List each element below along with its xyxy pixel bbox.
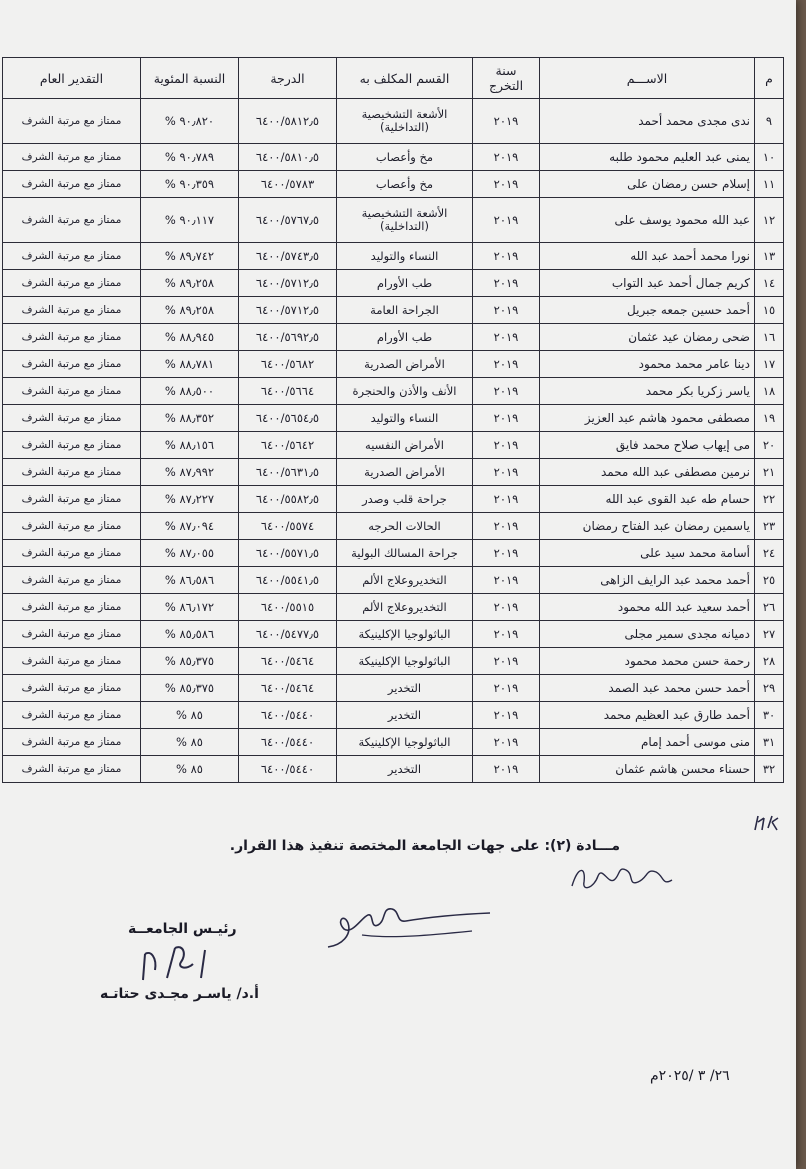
row-dept-line: التخديروعلاج الألم (362, 599, 447, 614)
row-dept-line: الأمراض الصدرية (364, 464, 445, 479)
row-dept-line: الباثولوجيا الإكلينيكة (358, 653, 451, 668)
row-percent: ٨٧٫٩٩٢ % (141, 459, 239, 486)
row-dept (337, 540, 473, 567)
row-score: ٦٤٠٠/٥٦٣١٫٥ (239, 459, 337, 486)
row-num: ١٢ (755, 198, 784, 243)
table-row (3, 432, 784, 459)
row-grade: ممتاز مع مرتبة الشرف (3, 144, 141, 171)
row-grad-year: ٢٠١٩ (473, 297, 540, 324)
table-row (3, 144, 784, 171)
row-percent: ٨٥٫٣٧٥ % (141, 675, 239, 702)
table-row (3, 378, 784, 405)
row-score: ٦٤٠٠/٥٦٨٢ (239, 351, 337, 378)
table-row (3, 756, 784, 783)
table-row (3, 324, 784, 351)
row-percent: ٨٥٫٣٧٥ % (141, 648, 239, 675)
row-percent: ٨٥ % (141, 702, 239, 729)
row-num: ٢٠ (755, 432, 784, 459)
row-name: حسناء محسن هاشم عثمان (540, 756, 755, 783)
row-num: ١٥ (755, 297, 784, 324)
row-grade: ممتاز مع مرتبة الشرف (3, 756, 141, 783)
row-dept-line: النساء والتوليد (370, 248, 439, 263)
row-score: ٦٤٠٠/٥٧٦٧٫٥ (239, 198, 337, 243)
row-dept (337, 99, 473, 144)
table-row (3, 99, 784, 144)
row-percent: ٩٠٫٨٢٠ % (141, 99, 239, 144)
row-score: ٦٤٠٠/٥٧٨٣ (239, 171, 337, 198)
table-row (3, 171, 784, 198)
row-score: ٦٤٠٠/٥٤٤٠ (239, 756, 337, 783)
row-dept-line: الحالات الحرجه (368, 518, 441, 533)
row-score: ٦٤٠٠/٥٦٩٢٫٥ (239, 324, 337, 351)
row-grad-year: ٢٠١٩ (473, 567, 540, 594)
row-score: ٦٤٠٠/٥٥١٥ (239, 594, 337, 621)
row-percent: ٨٧٫٠٩٤ % (141, 513, 239, 540)
row-num: ١٦ (755, 324, 784, 351)
header-grad-year-label: سنة التخرج (488, 63, 524, 93)
row-score: ٦٤٠٠/٥٦٤٢ (239, 432, 337, 459)
article-text: مـــادة (٢): على جهات الجامعة المختصة تنفيذ هذا القرار. (229, 838, 620, 854)
row-grade: ممتاز مع مرتبة الشرف (3, 675, 141, 702)
table-row (3, 405, 784, 432)
row-dept-line: الأشعة التشخيصية (361, 107, 448, 121)
row-name: ياسمين رمضان عبد الفتاح رمضان (540, 513, 755, 540)
row-dept-line: (التداخلية) (380, 219, 429, 233)
row-dept-line: الجراحة العامة (370, 302, 439, 317)
row-score: ٦٤٠٠/٥٥٧١٫٥ (239, 540, 337, 567)
row-dept (337, 729, 473, 756)
row-num: ١٤ (755, 270, 784, 297)
row-name: إسلام حسن رمضان على (540, 171, 755, 198)
row-percent: ٨٥ % (141, 729, 239, 756)
row-num: ١٠ (755, 144, 784, 171)
row-name: نورا محمد أحمد عبد الله (540, 243, 755, 270)
header-grad-year (473, 58, 540, 99)
header-percent: النسبة المئوية (141, 58, 239, 99)
graduates-table (2, 57, 784, 783)
row-percent: ٨٨٫٩٤٥ % (141, 324, 239, 351)
row-num: ١١ (755, 171, 784, 198)
handwritten-signature-2 (322, 895, 497, 955)
row-percent: ٩٠٫١١٧ % (141, 198, 239, 243)
row-score: ٦٤٠٠/٥٦٦٤ (239, 378, 337, 405)
row-name: ياسر زكريا بكر محمد (540, 378, 755, 405)
document-date: ٢٦/ ٣ /٢٠٢٥م (650, 1068, 730, 1084)
row-score: ٦٤٠٠/٥٧١٢٫٥ (239, 297, 337, 324)
table-row (3, 729, 784, 756)
row-grad-year: ٢٠١٩ (473, 513, 540, 540)
row-dept-line: طب الأورام (376, 275, 433, 290)
row-dept (337, 351, 473, 378)
row-grade: ممتاز مع مرتبة الشرف (3, 99, 141, 144)
row-grad-year: ٢٠١٩ (473, 675, 540, 702)
row-score: ٦٤٠٠/٥٥٤١٫٥ (239, 567, 337, 594)
row-dept (337, 648, 473, 675)
row-score: ٦٤٠٠/٥٨١٢٫٥ (239, 99, 337, 144)
table-row (3, 594, 784, 621)
row-grade: ممتاز مع مرتبة الشرف (3, 513, 141, 540)
row-dept-line: التخدير (387, 680, 422, 695)
row-grade: ممتاز مع مرتبة الشرف (3, 198, 141, 243)
row-percent: ٨٨٫٣٥٢ % (141, 405, 239, 432)
row-grad-year: ٢٠١٩ (473, 432, 540, 459)
table-row (3, 675, 784, 702)
row-grad-year: ٢٠١٩ (473, 351, 540, 378)
row-dept-line: الأشعة التشخيصية (361, 206, 448, 220)
row-name: دميانه مجدى سمير مجلى (540, 621, 755, 648)
row-name: أحمد طارق عبد العظيم محمد (540, 702, 755, 729)
row-dept-line: مخ وأعصاب (375, 149, 434, 164)
row-dept-line: التخدير (387, 761, 422, 776)
row-num: ١٧ (755, 351, 784, 378)
row-grad-year: ٢٠١٩ (473, 459, 540, 486)
row-dept-line: طب الأورام (376, 329, 433, 344)
row-dept (337, 567, 473, 594)
row-grad-year: ٢٠١٩ (473, 594, 540, 621)
row-percent: ٨٨٫٧٨١ % (141, 351, 239, 378)
table-row (3, 513, 784, 540)
row-dept (337, 297, 473, 324)
row-num: ٩ (755, 99, 784, 144)
row-grad-year: ٢٠١٩ (473, 99, 540, 144)
row-num: ٢٥ (755, 567, 784, 594)
row-dept-line: النساء والتوليد (370, 410, 439, 425)
table-row (3, 297, 784, 324)
president-title: رئيـس الجامعــة (128, 921, 237, 937)
table-row (3, 702, 784, 729)
row-grad-year: ٢٠١٩ (473, 729, 540, 756)
row-dept-line: الأمراض الصدرية (364, 356, 445, 371)
row-grad-year: ٢٠١٩ (473, 648, 540, 675)
row-dept-line: الباثولوجيا الإكلينيكة (358, 734, 451, 749)
row-name: أحمد حسن محمد عبد الصمد (540, 675, 755, 702)
row-percent: ٨٥٫٥٨٦ % (141, 621, 239, 648)
row-name: أحمد حسين جمعه جبريل (540, 297, 755, 324)
row-grad-year: ٢٠١٩ (473, 144, 540, 171)
table-row (3, 270, 784, 297)
row-num: ٣٢ (755, 756, 784, 783)
handwritten-initials (752, 812, 780, 834)
row-name: نرمين مصطفى عبد الله محمد (540, 459, 755, 486)
row-name: عبد الله محمود يوسف على (540, 198, 755, 243)
row-percent: ٩٠٫٧٨٩ % (141, 144, 239, 171)
row-grade: ممتاز مع مرتبة الشرف (3, 351, 141, 378)
row-percent: ٨٧٫٠٥٥ % (141, 540, 239, 567)
row-grade: ممتاز مع مرتبة الشرف (3, 594, 141, 621)
row-dept-line: جراحة المسالك البولية (351, 545, 458, 560)
table-body (3, 99, 784, 783)
header-grade: التقدير العام (3, 58, 141, 99)
row-percent: ٨٨٫٥٠٠ % (141, 378, 239, 405)
table-header-row (3, 58, 784, 99)
president-name: أ.د/ ياسـر مجـدى حتاتـه (100, 986, 259, 1002)
row-dept (337, 513, 473, 540)
row-num: ١٨ (755, 378, 784, 405)
row-grade: ممتاز مع مرتبة الشرف (3, 459, 141, 486)
row-percent: ٨٨٫١٥٦ % (141, 432, 239, 459)
row-grad-year: ٢٠١٩ (473, 702, 540, 729)
row-dept (337, 270, 473, 297)
row-grad-year: ٢٠١٩ (473, 405, 540, 432)
row-name: منى موسى أحمد إمام (540, 729, 755, 756)
row-num: ٢٨ (755, 648, 784, 675)
row-score: ٦٤٠٠/٥٤٦٤ (239, 648, 337, 675)
row-grade: ممتاز مع مرتبة الشرف (3, 405, 141, 432)
table-row (3, 459, 784, 486)
row-num: ٣٠ (755, 702, 784, 729)
row-dept (337, 144, 473, 171)
row-percent: ٨٩٫٢٥٨ % (141, 297, 239, 324)
row-dept-line: الأمراض النفسيه (365, 437, 444, 452)
row-score: ٦٤٠٠/٥٥٧٤ (239, 513, 337, 540)
row-score: ٦٤٠٠/٥٤٧٧٫٥ (239, 621, 337, 648)
row-percent: ٨٩٫٢٥٨ % (141, 270, 239, 297)
header-dept: القسم المكلف به (337, 58, 473, 99)
row-grade: ممتاز مع مرتبة الشرف (3, 648, 141, 675)
table-row (3, 486, 784, 513)
row-dept (337, 432, 473, 459)
row-num: ١٩ (755, 405, 784, 432)
row-dept (337, 594, 473, 621)
row-grad-year: ٢٠١٩ (473, 171, 540, 198)
row-name: دينا عامر محمد محمود (540, 351, 755, 378)
table-row (3, 540, 784, 567)
president-signature (135, 940, 230, 985)
row-name: ندى مجدى محمد أحمد (540, 99, 755, 144)
row-grad-year: ٢٠١٩ (473, 324, 540, 351)
row-num: ٢٧ (755, 621, 784, 648)
row-grad-year: ٢٠١٩ (473, 270, 540, 297)
row-dept-line: التخديروعلاج الألم (362, 572, 447, 587)
row-grade: ممتاز مع مرتبة الشرف (3, 621, 141, 648)
row-score: ٦٤٠٠/٥٤٤٠ (239, 702, 337, 729)
row-dept-line: الأنف والأذن والحنجرة (352, 383, 457, 398)
row-dept (337, 675, 473, 702)
row-grade: ممتاز مع مرتبة الشرف (3, 297, 141, 324)
row-name: مصطفى محمود هاشم عبد العزيز (540, 405, 755, 432)
row-grad-year: ٢٠١٩ (473, 756, 540, 783)
row-num: ٢٦ (755, 594, 784, 621)
row-score: ٦٤٠٠/٥٤٦٤ (239, 675, 337, 702)
row-grad-year: ٢٠١٩ (473, 198, 540, 243)
row-num: ٢٤ (755, 540, 784, 567)
row-dept (337, 198, 473, 243)
row-grad-year: ٢٠١٩ (473, 540, 540, 567)
row-name: مى إيهاب صلاح محمد فايق (540, 432, 755, 459)
row-name: حسام طه عبد القوى عبد الله (540, 486, 755, 513)
row-percent: ٨٥ % (141, 756, 239, 783)
row-score: ٦٤٠٠/٥٦٥٤٫٥ (239, 405, 337, 432)
row-percent: ٨٦٫٥٨٦ % (141, 567, 239, 594)
row-grade: ممتاز مع مرتبة الشرف (3, 270, 141, 297)
row-dept (337, 621, 473, 648)
table-row (3, 621, 784, 648)
row-num: ٢١ (755, 459, 784, 486)
row-name: رحمة حسن محمد محمود (540, 648, 755, 675)
row-percent: ٩٠٫٣٥٩ % (141, 171, 239, 198)
row-dept (337, 324, 473, 351)
row-name: كريم جمال أحمد عبد التواب (540, 270, 755, 297)
row-dept (337, 756, 473, 783)
row-dept (337, 702, 473, 729)
row-grade: ممتاز مع مرتبة الشرف (3, 171, 141, 198)
row-grad-year: ٢٠١٩ (473, 378, 540, 405)
row-percent: ٨٩٫٧٤٢ % (141, 243, 239, 270)
row-dept-line: (التداخلية) (380, 120, 429, 134)
row-score: ٦٤٠٠/٥٥٨٢٫٥ (239, 486, 337, 513)
row-grade: ممتاز مع مرتبة الشرف (3, 243, 141, 270)
row-score: ٦٤٠٠/٥٤٤٠ (239, 729, 337, 756)
row-name: أحمد محمد عبد الرايف الزاهى (540, 567, 755, 594)
row-percent: ٨٧٫٢٢٧ % (141, 486, 239, 513)
row-num: ٢٢ (755, 486, 784, 513)
row-name: ضحى رمضان عيد عثمان (540, 324, 755, 351)
table-row (3, 198, 784, 243)
row-dept (337, 171, 473, 198)
row-dept (337, 459, 473, 486)
row-dept-line: مخ وأعصاب (375, 176, 434, 191)
row-dept (337, 405, 473, 432)
row-dept (337, 486, 473, 513)
row-num: ٢٣ (755, 513, 784, 540)
handwritten-signature-1 (568, 858, 678, 898)
header-score: الدرجة (239, 58, 337, 99)
row-score: ٦٤٠٠/٥٧٤٣٫٥ (239, 243, 337, 270)
row-dept-line: جراحة قلب وصدر (362, 491, 447, 506)
table-row (3, 351, 784, 378)
row-num: ٣١ (755, 729, 784, 756)
row-dept-line: التخدير (387, 707, 422, 722)
row-num: ٢٩ (755, 675, 784, 702)
row-num: ١٣ (755, 243, 784, 270)
row-score: ٦٤٠٠/٥٧١٢٫٥ (239, 270, 337, 297)
row-grad-year: ٢٠١٩ (473, 621, 540, 648)
table-row (3, 567, 784, 594)
row-grade: ممتاز مع مرتبة الشرف (3, 324, 141, 351)
header-num: م (755, 58, 784, 99)
row-grade: ممتاز مع مرتبة الشرف (3, 567, 141, 594)
row-dept (337, 243, 473, 270)
table-row (3, 243, 784, 270)
row-dept (337, 378, 473, 405)
row-percent: ٨٦٫١٧٢ % (141, 594, 239, 621)
row-name: يمنى عبد العليم محمود طلبه (540, 144, 755, 171)
row-grade: ممتاز مع مرتبة الشرف (3, 729, 141, 756)
row-dept-line: الباثولوجيا الإكلينيكة (358, 626, 451, 641)
row-name: أسامة محمد سيد على (540, 540, 755, 567)
row-grade: ممتاز مع مرتبة الشرف (3, 378, 141, 405)
row-grade: ممتاز مع مرتبة الشرف (3, 702, 141, 729)
row-score: ٦٤٠٠/٥٨١٠٫٥ (239, 144, 337, 171)
row-grade: ممتاز مع مرتبة الشرف (3, 486, 141, 513)
row-grad-year: ٢٠١٩ (473, 243, 540, 270)
table-row (3, 648, 784, 675)
row-grade: ممتاز مع مرتبة الشرف (3, 432, 141, 459)
row-grad-year: ٢٠١٩ (473, 486, 540, 513)
header-name: الاســـم (540, 58, 755, 99)
row-name: أحمد سعيد عبد الله محمود (540, 594, 755, 621)
row-grade: ممتاز مع مرتبة الشرف (3, 540, 141, 567)
